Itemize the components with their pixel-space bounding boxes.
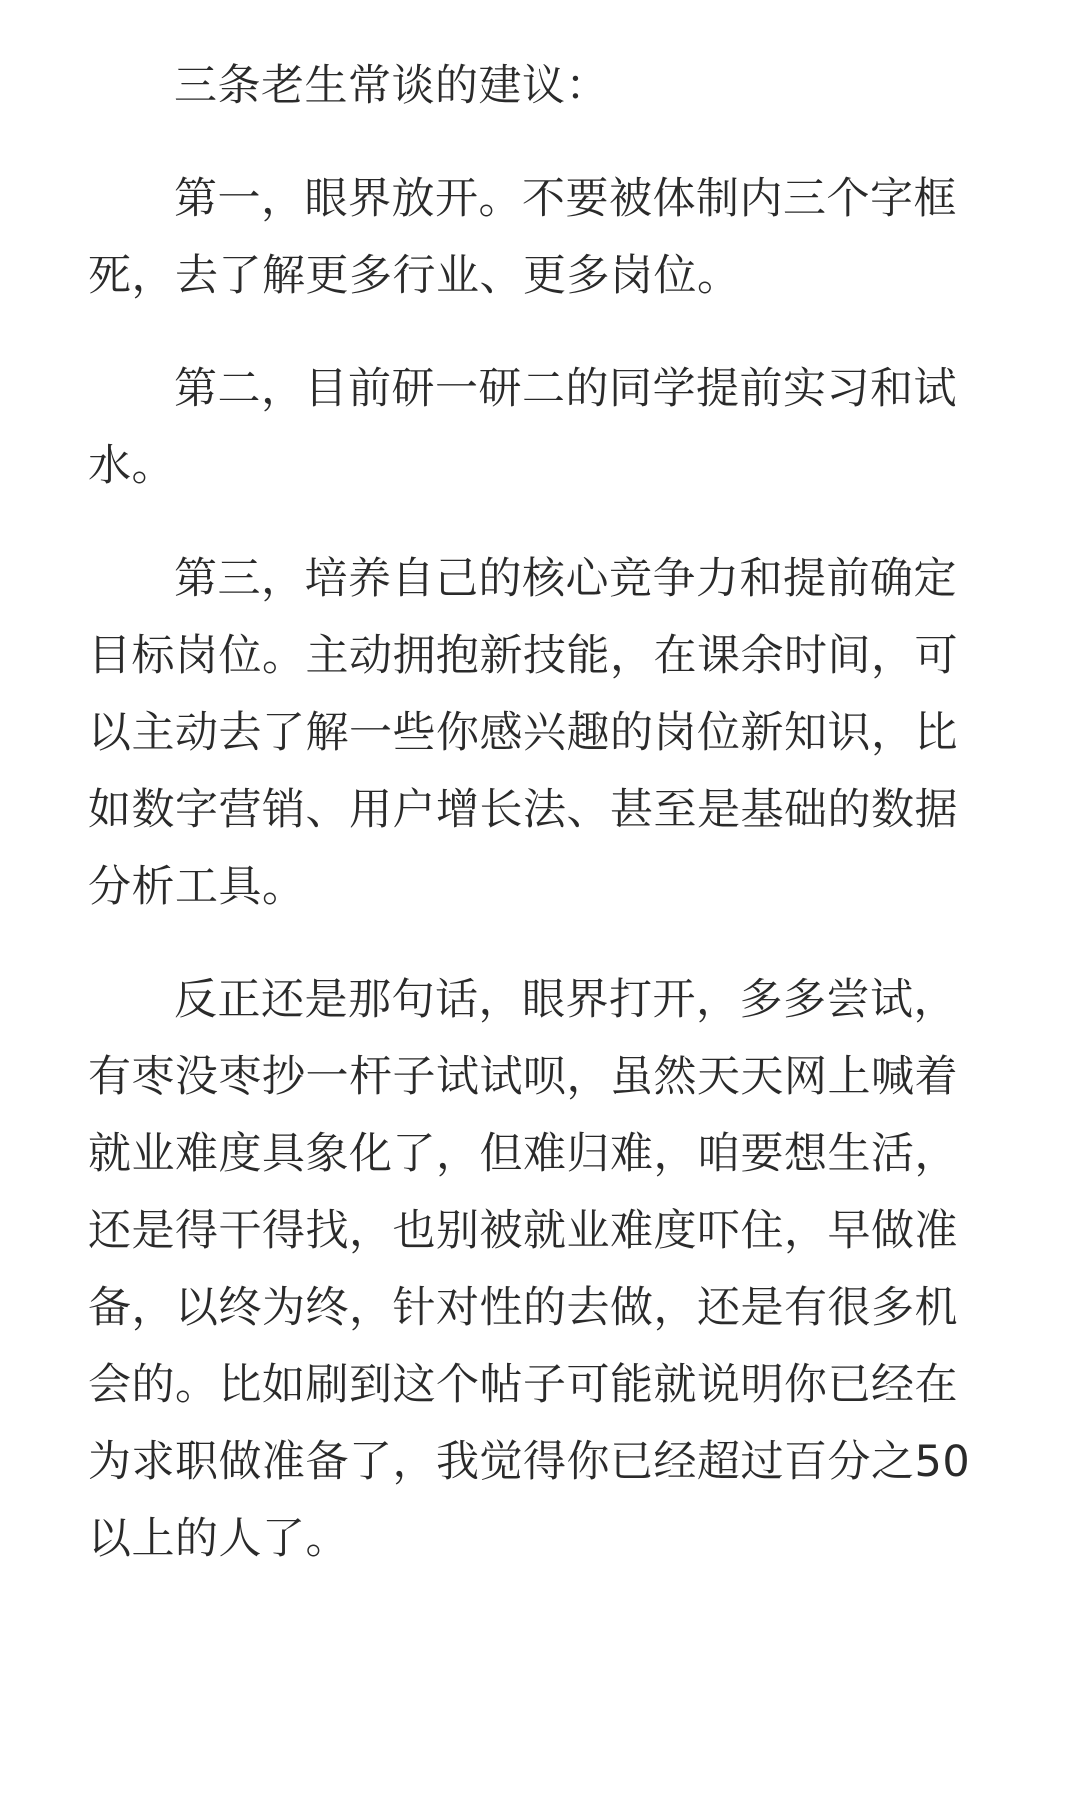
paragraph-gap — [88, 505, 992, 541]
paragraph-gap — [88, 926, 992, 962]
paragraph-3: 第三，培养自己的核心竞争力和提前确定目标岗位。主动拥抱新技能，在课余时间，可以主动去了解一些你感兴趣的岗位新知识，比如数字营销、用户增长法、甚至是基础的数据分析工具。 — [88, 554, 958, 912]
paragraph-1: 第一，眼界放开。不要被体制内三个字框死，去了解更多行业、更多岗位。 — [88, 174, 957, 301]
paragraph-gap — [88, 125, 992, 161]
paragraph-gap — [88, 315, 992, 351]
article-heading: 三条老生常谈的建议： — [174, 61, 609, 111]
paragraph-4: 反正还是那句话，眼界打开，多多尝试，有枣没枣抄一杆子试试呗，虽然天天网上喊着就业难度具象化了，但难归难，咱要想生活，还是得干得找，也别被就业难度吓住，早做准备，以终为终，针对性的去做，还是有很多机会的。比如刷到这个帖子可能就说明你已经在为求职做准备了，我觉得你已经超过百分之50以上的人了。 — [88, 975, 971, 1564]
paragraph-2: 第二，目前研一研二的同学提前实习和试水。 — [88, 364, 957, 491]
article-body — [88, 48, 992, 1578]
